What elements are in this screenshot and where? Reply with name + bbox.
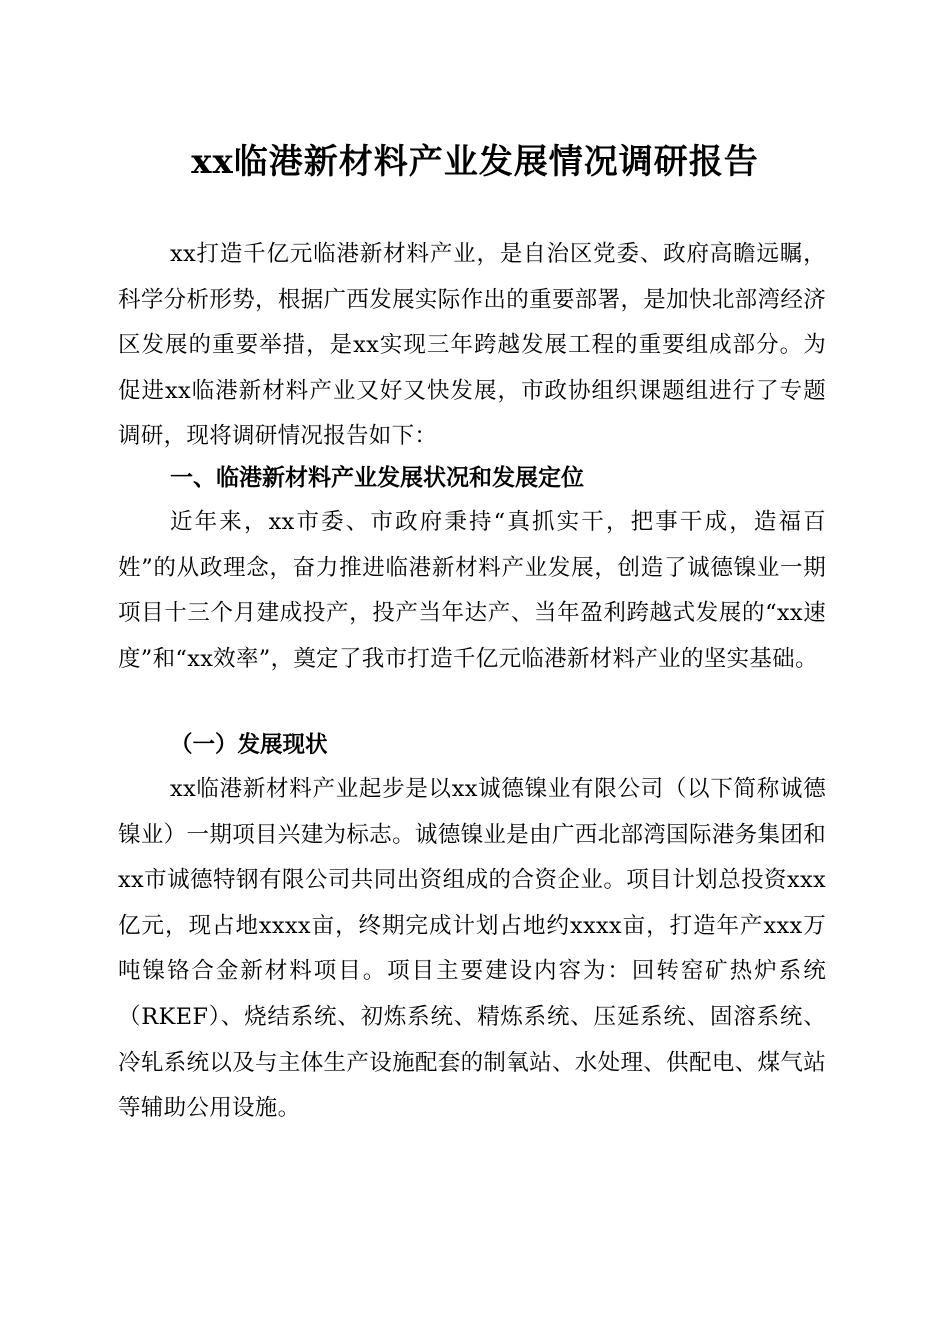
subsection-1-paragraph: xx临港新材料产业起步是以xx诚德镍业有限公司（以下简称诚德镍业）一期项目兴建为标志。诚德镍业是由广西北部湾国际港务集团和xx市诚德特钢有限公司共同出资组成的合资企业。项目计划总投资xxx亿元，现占地xxxx亩，终期完成计划占地约xxxx亩，打造年产xxx万吨镍铬合金新材料项目。项目主要建设内容为：回转窑矿热炉系统（RKEF）、烧结系统、初炼系统、精炼系统、压延系统、固溶系统、冷轧系统以及与主体生产设施配套的制氧站、水处理、供配电、煤气站等辅助公用设施。	[118, 776, 826, 1122]
section-1-heading: 一、临港新材料产业发展状况和发展定位	[170, 465, 584, 491]
document-title: xx临港新材料产业发展情况调研报告	[191, 142, 759, 182]
intro-paragraph: xx打造千亿元临港新材料产业，是自治区党委、政府高瞻远瞩，科学分析形势，根据广西发展实际作出的重要部署，是加快北部湾经济区发展的重要举措，是xx实现三年跨越发展工程的重要组成部分。为促进xx临港新材料产业又好又快发展，市政协组织课题组进行了专题调研，现将调研情况报告如下：	[118, 241, 826, 450]
subsection-1-heading: （一）发展现状	[170, 732, 328, 758]
section-1-paragraph: 近年来，xx市委、市政府秉持“真抓实干，把事干成，造福百姓”的从政理念，奋力推进临港新材料产业发展，创造了诚德镍业一期项目十三个月建成投产，投产当年达产、当年盈利跨越式发展的“xx速度”和“xx效率”，奠定了我市打造千亿元临港新材料产业的坚实基础。	[118, 509, 826, 672]
